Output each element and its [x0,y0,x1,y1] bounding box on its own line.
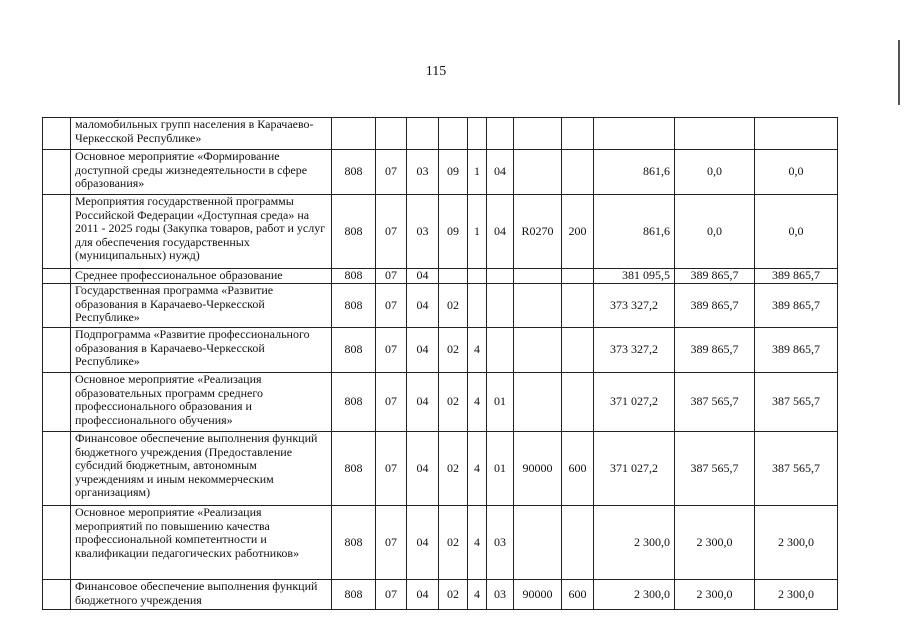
code-measure: 03 [487,580,514,610]
code-direction [514,150,562,195]
code-expense-type [562,150,594,195]
amount-year-2: 389 865,7 [675,284,755,328]
amount-year-2: 0,0 [675,195,755,269]
amount-year-3: 387 565,7 [755,373,838,432]
code-ministry: 808 [332,195,376,269]
amount-year-3: 0,0 [755,195,838,269]
code-subsection: 03 [407,150,439,195]
code-section: 07 [376,195,407,269]
amount-year-3: 389 865,7 [755,269,838,284]
code-program: 09 [439,150,468,195]
table-row [43,432,838,506]
item-name: Основное мероприятие «Реализация образовательных программ среднего профессионального образования и профессионального обучения» [71,373,332,432]
code-ministry: 808 [332,269,376,284]
amount-year-2: 389 865,7 [675,269,755,284]
amount-year-3: 2 300,0 [755,580,838,610]
table-row [43,150,838,195]
row-index-cell [43,284,71,328]
row-index-cell [43,118,71,150]
amount-year-1: 861,6 [594,195,675,269]
code-expense-type: 600 [562,432,594,506]
code-program: 02 [439,284,468,328]
code-expense-type [562,328,594,373]
code-expense-type: 200 [562,195,594,269]
item-name: Финансовое обеспечение выполнения функций бюджетного учреждения (Предоставление субсидий бюджетным, автономным учреждениям и иным некоммерческим организациям) [71,432,332,506]
code-program: 09 [439,195,468,269]
item-name: Подпрограмма «Развитие профессионального образования в Карачаево-Черкесской Республике» [71,328,332,373]
code-subsection: 04 [407,506,439,580]
code-direction [514,506,562,580]
amount-year-2: 2 300,0 [675,580,755,610]
table-row [43,284,838,328]
item-name: маломобильных групп населения в Карачаево-Черкесской Республике» [71,118,332,150]
code-ministry: 808 [332,580,376,610]
code-section: 07 [376,580,407,610]
code-subprogram [468,269,487,284]
amount-year-3: 389 865,7 [755,284,838,328]
budget-table-body [43,118,838,610]
amount-year-3: 2 300,0 [755,506,838,580]
code-subprogram: 1 [468,150,487,195]
code-section: 07 [376,269,407,284]
code-expense-type [562,269,594,284]
code-section: 07 [376,506,407,580]
code-ministry: 808 [332,150,376,195]
amount-year-1: 861,6 [594,150,675,195]
code-section: 07 [376,284,407,328]
code-expense-type [562,284,594,328]
code-subsection: 04 [407,580,439,610]
code-subprogram [468,118,487,150]
code-direction [514,373,562,432]
amount-year-3: 387 565,7 [755,432,838,506]
code-expense-type: 600 [562,580,594,610]
amount-year-3: 0,0 [755,150,838,195]
code-direction: R0270 [514,195,562,269]
code-subsection: 04 [407,432,439,506]
row-index-cell [43,150,71,195]
amount-year-2: 389 865,7 [675,328,755,373]
code-subsection: 04 [407,328,439,373]
code-expense-type [562,373,594,432]
item-name: Основное мероприятие «Формирование доступной среды жизнедеятельности в сфере образования» [71,150,332,195]
table-row [43,373,838,432]
budget-table [42,117,838,610]
code-program [439,118,468,150]
amount-year-2: 387 565,7 [675,432,755,506]
code-subprogram: 4 [468,580,487,610]
row-index-cell [43,506,71,580]
code-section: 07 [376,150,407,195]
code-measure: 01 [487,432,514,506]
code-measure: 04 [487,150,514,195]
code-subsection: 04 [407,284,439,328]
amount-year-1: 381 095,5 [594,269,675,284]
item-name: Среднее профессиональное образование [71,269,332,284]
code-measure [487,284,514,328]
code-expense-type [562,506,594,580]
code-subprogram: 4 [468,373,487,432]
table-row [43,506,838,580]
table-row [43,118,838,150]
item-name: Основное мероприятие «Реализация мероприятий по повышению качества профессиональной компетентности и квалификации педагогических работников» [71,506,332,580]
amount-year-2: 2 300,0 [675,506,755,580]
code-subprogram: 1 [468,195,487,269]
code-ministry: 808 [332,284,376,328]
code-direction [514,118,562,150]
amount-year-3 [755,118,838,150]
amount-year-1: 371 027,2 [594,432,675,506]
code-direction: 90000 [514,580,562,610]
row-index-cell [43,432,71,506]
item-name: Финансовое обеспечение выполнения функций бюджетного учреждения [71,580,332,610]
table-row [43,328,838,373]
code-section: 07 [376,432,407,506]
code-program: 02 [439,580,468,610]
code-subsection: 04 [407,373,439,432]
table-row [43,269,838,284]
code-subsection [407,118,439,150]
code-section [376,118,407,150]
row-index-cell [43,269,71,284]
code-measure [487,118,514,150]
code-program: 02 [439,328,468,373]
code-measure: 03 [487,506,514,580]
amount-year-1 [594,118,675,150]
code-expense-type [562,118,594,150]
code-ministry: 808 [332,328,376,373]
code-measure: 01 [487,373,514,432]
code-subprogram: 4 [468,432,487,506]
code-ministry: 808 [332,373,376,432]
amount-year-2: 387 565,7 [675,373,755,432]
code-program: 02 [439,432,468,506]
amount-year-1: 371 027,2 [594,373,675,432]
row-index-cell [43,373,71,432]
amount-year-1: 373 327,2 [594,328,675,373]
code-program: 02 [439,373,468,432]
code-subsection: 04 [407,269,439,284]
row-index-cell [43,580,71,610]
code-ministry: 808 [332,432,376,506]
table-row [43,195,838,269]
code-subprogram: 4 [468,328,487,373]
item-name: Мероприятия государственной программы Российской Федерации «Доступная среда» на 2011 - 2025 годы (Закупка товаров, работ и услуг для обеспечения государственных (муниципальных) нужд) [71,195,332,269]
code-ministry [332,118,376,150]
scan-edge-mark [898,40,900,105]
code-measure [487,328,514,373]
code-program [439,269,468,284]
code-subprogram: 4 [468,506,487,580]
row-index-cell [43,328,71,373]
amount-year-2 [675,118,755,150]
amount-year-1: 2 300,0 [594,506,675,580]
code-subsection: 03 [407,195,439,269]
code-direction [514,284,562,328]
code-program: 02 [439,506,468,580]
amount-year-1: 2 300,0 [594,580,675,610]
code-measure: 04 [487,195,514,269]
code-section: 07 [376,373,407,432]
code-ministry: 808 [332,506,376,580]
row-index-cell [43,195,71,269]
code-direction [514,328,562,373]
amount-year-3: 389 865,7 [755,328,838,373]
code-measure [487,269,514,284]
amount-year-1: 373 327,2 [594,284,675,328]
code-section: 07 [376,328,407,373]
item-name: Государственная программа «Развитие образования в Карачаево-Черкесской Республике» [71,284,332,328]
code-direction [514,269,562,284]
code-subprogram [468,284,487,328]
table-row [43,580,838,610]
amount-year-2: 0,0 [675,150,755,195]
code-direction: 90000 [514,432,562,506]
page-number: 115 [425,64,447,79]
